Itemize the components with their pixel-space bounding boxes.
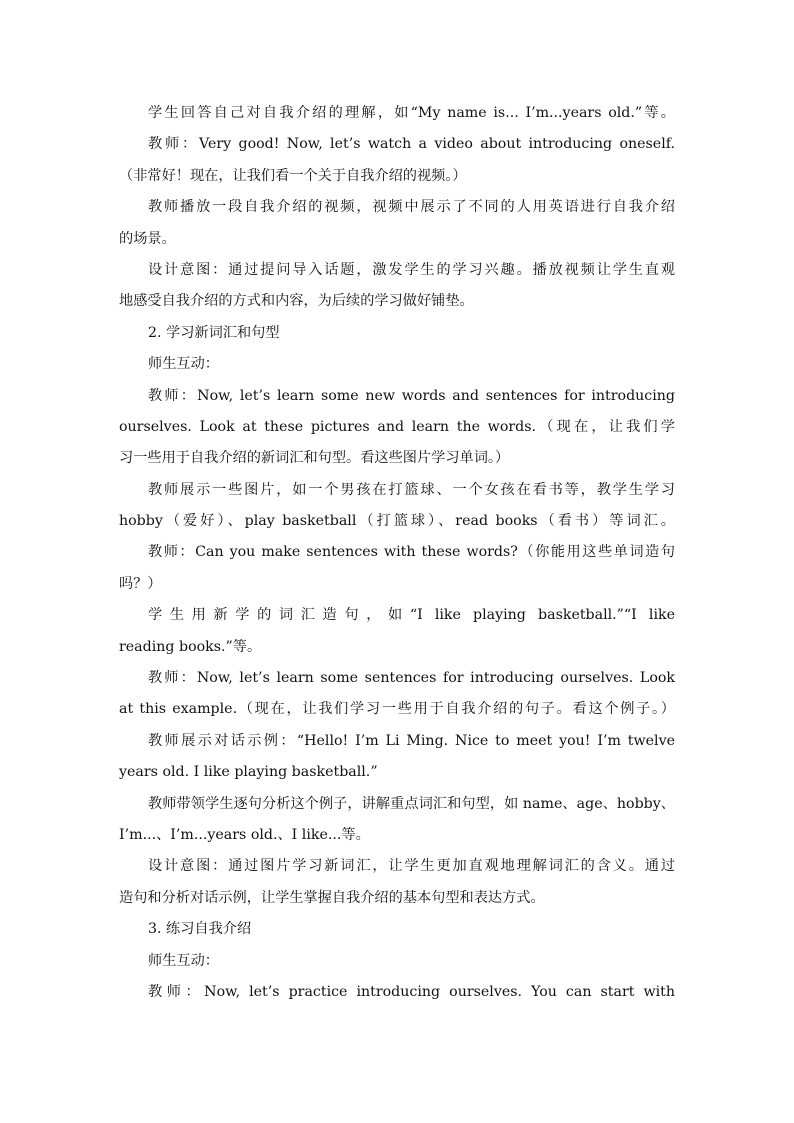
paragraph-line: 教师：Now, let’s learn some sentences for introducing ourselves. Look [148, 670, 675, 687]
paragraph-line: （非常好！现在，让我们看一个关于自我介绍的视频。） [119, 167, 467, 184]
paragraph-line: 地感受自我介绍的方式和内容，为后续的学习做好铺垫。 [119, 293, 474, 310]
paragraph-line: 设计意图：通过提问导入话题，激发学生的学习兴趣。播放视频让学生直观 [148, 261, 675, 278]
paragraph-line: 吗？） [119, 575, 162, 592]
paragraph-line: 教师：Now, let’s practice introducing ourselves. You can start with [148, 983, 675, 1000]
paragraph-line: years old. I like playing basketball.” [119, 764, 378, 781]
paragraph-line: 设计意图：通过图片学习新词汇，让学生更加直观地理解词汇的含义。通过 [148, 858, 675, 875]
paragraph-line: 教师：Can you make sentences with these words?（你能用这些单词造句 [148, 544, 675, 561]
paragraph-line: 学生用新学的词汇造句，如“I like playing basketball.”“I like [148, 607, 675, 624]
subheading: 师生互动： [148, 356, 219, 373]
paragraph-line: 教师：Very good! Now, let’s watch a video about introducing oneself. [148, 136, 675, 153]
paragraph-line: reading books.”等。 [119, 638, 262, 655]
paragraph-line: 教师：Now, let’s learn some new words and sentences for introducing [148, 387, 675, 404]
paragraph-line: 教师播放一段自我介绍的视频，视频中展示了不同的人用英语进行自我介绍 [148, 199, 675, 216]
paragraph-line: 学生回答自己对自我介绍的理解，如“My name is... I’m...years old.”等。 [148, 105, 675, 121]
paragraph-line: at this example.（现在，让我们学习一些用于自我介绍的句子。看这个例子。） [119, 701, 675, 718]
paragraph-line: 的场景。 [119, 230, 176, 247]
paragraph-line: 教师展示对话示例：“Hello! I’m Li Ming. Nice to meet you! I’m twelve [148, 732, 675, 749]
paragraph-line: hobby（爱好）、play basketball（打篮球）、read books（看书）等词汇。 [119, 513, 675, 530]
paragraph-line: ourselves. Look at these pictures and learn the words.（现在，让我们学 [119, 418, 675, 435]
document-body [119, 98, 675, 1008]
paragraph-line: 习一些用于自我介绍的新词汇和句型。看这些图片学习单词。） [119, 450, 510, 467]
paragraph-line: 教师带领学生逐句分析这个例子，讲解重点词汇和句型，如 name、age、hobby、 [148, 795, 675, 812]
section-heading: 2. 学习新词汇和句型 [148, 324, 280, 341]
paragraph-line: 造句和分析对话示例，让学生掌握自我介绍的基本句型和表达方式。 [119, 889, 545, 906]
paragraph-line: I’m...、I’m...years old.、I like...等。 [119, 826, 370, 843]
paragraph-line: 教师展示一些图片，如一个男孩在打篮球、一个女孩在看书等，教学生学习 [148, 481, 675, 498]
section-heading: 3. 练习自我介绍 [148, 921, 252, 938]
subheading: 师生互动： [148, 952, 219, 969]
